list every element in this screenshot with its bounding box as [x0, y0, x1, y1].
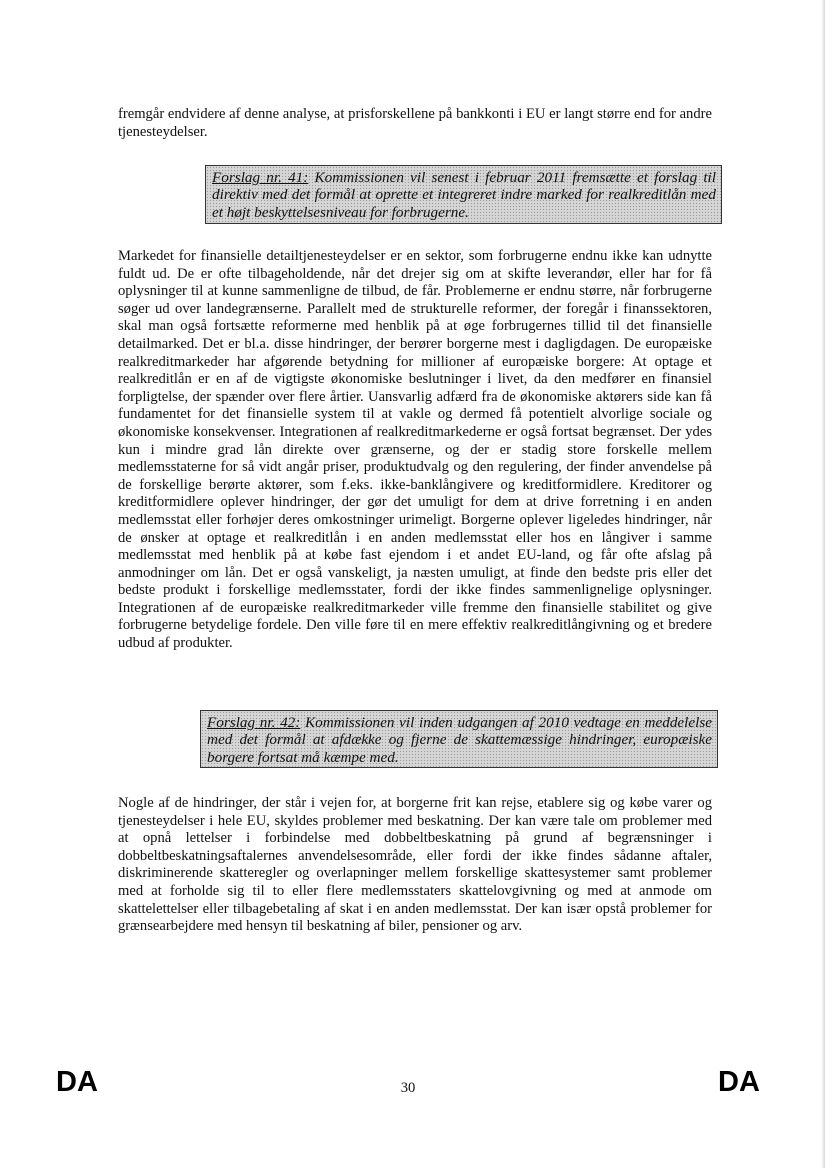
footer-language-left: DA [56, 1066, 98, 1098]
proposal-41-text: Kommissionen vil senest i februar 2011 fremsætte et forslag til direktiv med det formål at oprette et integreret indre marked for realkreditlån med et højt beskyttelsesniveau for forbrugerne. [212, 169, 716, 221]
proposal-42-box [200, 710, 718, 768]
scanned-page-edge [821, 0, 825, 1168]
proposal-42-label: Forslag nr. 42: [207, 714, 301, 731]
final-paragraph: Nogle af de hindringer, der står i vejen for, at borgerne frit kan rejse, etablere sig og købe varer og tjenesteydelser i hele EU, skyldes problemer med beskatning. Der kan være tale om problemer med at opnå lettelser i forbindelse med dobbeltbeskatning på grund af begrænsninger i dobbeltbeskatningsaftalernes anvendelsesområde, eller fordi der ikke findes sådanne aftaler, diskriminerende skatteregler og overlapninger mellem forskellige skattesystemer samt problemer med at forholde sig til to eller flere medlemsstaters skattelovgivning og med at anmode om skattelettelser eller tilbagebetaling af skat i en anden medlemsstat. Der kan især opstå problemer for grænsearbejdere med hensyn til beskatning af biler, pensioner og arv. [118, 795, 712, 935]
footer-language-right: DA [718, 1066, 760, 1098]
main-paragraph: Markedet for finansielle detailtjenesteydelser er en sektor, som forbrugerne endnu ikke kan udnytte fuldt ud. De er ofte tilbageholdende, når det drejer sig om at skifte leverandør, eller har for få oplysninger til at kunne sammenligne de tilbud, de får. Problemerne er endnu større, når forbrugerne søger ud over landegrænserne. Parallelt med de strukturelle reformer, der foregår i finanssektoren, skal man også fortsætte reformerne med henblik på at øge forbrugernes tillid til det finansielle detailmarked. Det er bl.a. disse hindringer, der berører borgerne mest i dagligdagen. De europæiske realkreditmarkeder har afgørende betydning for millioner af europæiske borgere: At optage et realkreditlån er en af de vigtigste økonomiske beslutninger i livet, da den medfører en finansiel forpligtelse, der spænder over flere årtier. Uansvarlig adfærd fra de økonomiske aktørers side kan få fundamentet for det finansielle system til at vakle og dermed få potentielt alvorlige sociale og økonomiske konsekvenser. Integrationen af realkreditmarkederne er også fortsat begrænset. Der ydes kun i mindre grad lån direkte over grænserne, og der er stadig store forskelle mellem medlemsstaterne for så vidt angår priser, produktudvalg og den regulering, der finder anvendelse på de forskellige berørte aktører, som f.eks. ikke-banklångivere og kreditformidlere. Kreditorer og kreditformidlere oplever hindringer, der gør det umuligt for dem at drive forretning i en anden medlemsstat eller forhøjer deres omkostninger urimeligt. Borgerne oplever ligeledes hindringer, når de ønsker at optage et realkreditlån i en anden medlemsstat eller hos en långiver i samme medlemsstat med henblik på at købe fast ejendom i et andet EU-land, og får ofte afslag på anmodninger om lån. Det er også vanskeligt, ja næsten umuligt, at finde den bedste pris eller det bedste produkt i forskellige medlemsstater, fordi der ikke findes sammenlignelige oplysninger. Integrationen af de europæiske realkreditmarkeder ville fremme den finansielle stabilitet og give forbrugerne betydelige fordele. Den ville føre til en mere effektiv realkreditlångivning og et bredere udbud af produkter. [118, 248, 712, 652]
intro-paragraph: fremgår endvidere af denne analyse, at prisforskellene på bankkonti i EU er langt større end for andre tjenesteydelser. [118, 106, 712, 140]
proposal-41-label: Forslag nr. 41: [212, 169, 309, 186]
page-number: 30 [400, 1080, 416, 1096]
proposal-41-box [205, 165, 722, 224]
proposal-42-text: Kommissionen vil inden udgangen af 2010 vedtage en meddelelse med det formål at afdække og fjerne de skattemæssige hindringer, europæiske borgere fortsat må kæmpe med. [207, 714, 712, 766]
